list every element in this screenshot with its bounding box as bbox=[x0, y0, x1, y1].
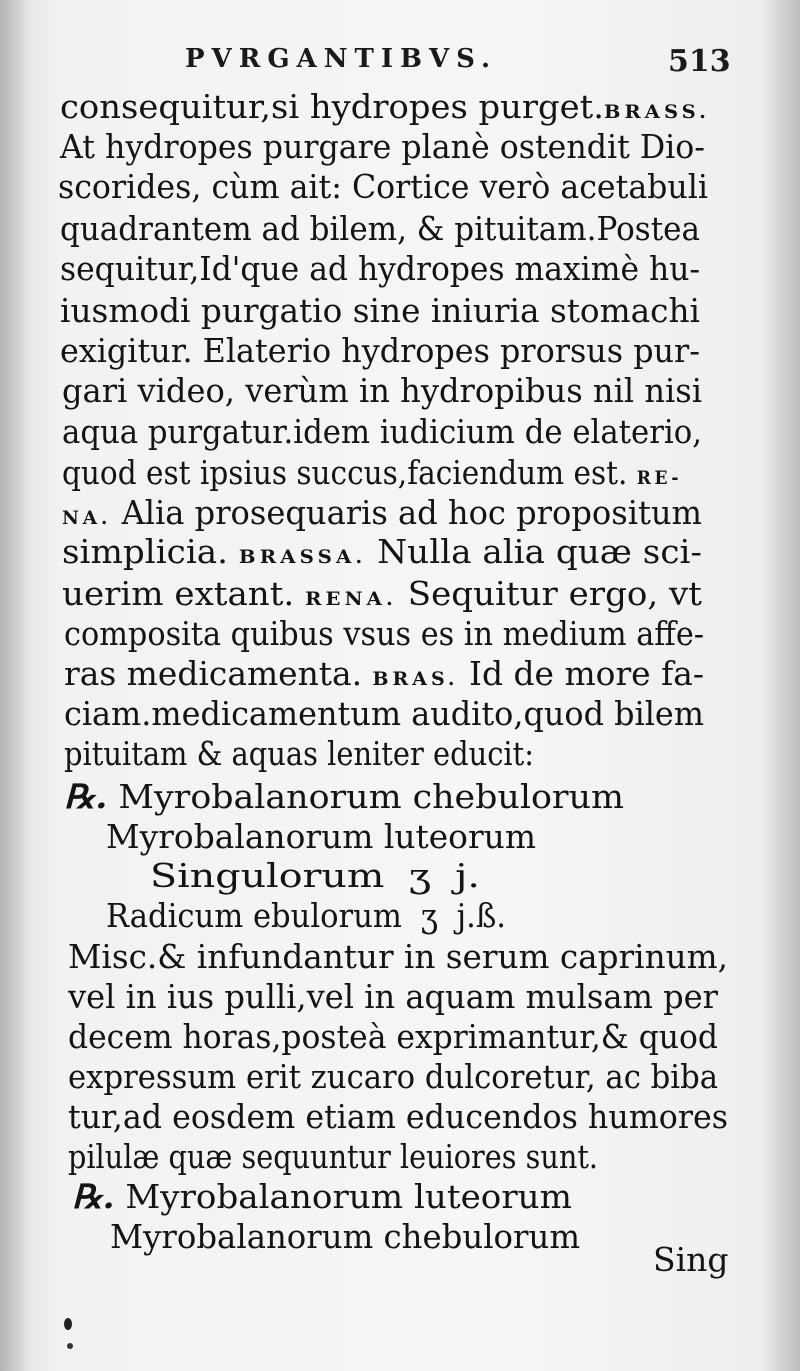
text-line bbox=[60, 210, 700, 248]
text-line bbox=[64, 695, 704, 733]
text-run: At hydropes purgare planè ostendit Dio- bbox=[60, 127, 705, 166]
running-head bbox=[0, 38, 800, 78]
ink-speck bbox=[64, 1318, 72, 1330]
text-line bbox=[64, 655, 704, 698]
text-line bbox=[64, 615, 704, 653]
text-line bbox=[62, 372, 702, 410]
text-run: tur,ad eosdem etiam educendos humores bbox=[68, 1097, 728, 1136]
text-run: Singulorum bbox=[150, 856, 398, 895]
text-run: uerim extant. bbox=[62, 574, 306, 613]
speaker-name: BRASS. bbox=[603, 101, 710, 123]
text-run: Alia prosequaris ad hoc propositum bbox=[111, 493, 702, 532]
speaker-name: NA. bbox=[62, 507, 112, 529]
running-head-title: PVRGANTIBVS. bbox=[185, 44, 498, 74]
text-line bbox=[110, 1218, 580, 1256]
page-number: 513 bbox=[668, 44, 731, 79]
text-line bbox=[68, 938, 728, 976]
text-run: vel in ius pulli,vel in aquam mulsam per bbox=[68, 977, 718, 1016]
text-run: Myrobalanorum luteorum bbox=[106, 817, 536, 856]
text-run: Myrobalanorum luteorum bbox=[114, 1177, 573, 1216]
text-line bbox=[62, 575, 702, 618]
text-run: gari video, verùm in hydropibus nil nisi bbox=[62, 371, 702, 410]
text-line bbox=[60, 128, 705, 166]
text-line bbox=[106, 897, 506, 935]
recipe-sign: ℞. bbox=[72, 1177, 115, 1216]
catchword: Sing bbox=[653, 1240, 729, 1279]
text-line bbox=[60, 250, 700, 288]
text-run: ciam.medicamentum audito,quod bilem bbox=[64, 694, 704, 733]
text-line bbox=[68, 1138, 598, 1176]
dram-symbol: ʒ bbox=[408, 856, 431, 895]
text-run: scorides, cùm ait: Cortice verò acetabuli bbox=[58, 167, 708, 206]
speaker-name: RE- bbox=[636, 467, 682, 489]
text-run: composita quibus vsus es in medium affe- bbox=[64, 614, 704, 653]
text-run: quod est ipsius succus,faciendum est. bbox=[62, 453, 637, 492]
text-run: j. bbox=[442, 856, 480, 895]
text-run: expressum erit zucaro dulcoretur, ac biba bbox=[68, 1057, 718, 1096]
text-line bbox=[68, 1018, 718, 1056]
text-run: Id de more fa- bbox=[458, 654, 704, 693]
text-run: Sequitur ergo, vt bbox=[396, 574, 702, 613]
text-run: consequitur,si hydropes purget. bbox=[60, 87, 604, 126]
text-run: Myrobalanorum chebulorum bbox=[107, 777, 625, 816]
text-line bbox=[60, 88, 710, 131]
text-line bbox=[150, 857, 480, 895]
text-line bbox=[62, 494, 702, 537]
text-run: exigitur. Elaterio hydropes prorsus pur- bbox=[60, 331, 700, 370]
text-run: aqua purgatur.idem iudicium de elaterio, bbox=[62, 412, 702, 451]
text-line bbox=[68, 1098, 728, 1136]
speaker-name: BRAS. bbox=[372, 668, 459, 690]
text-run: Myrobalanorum chebulorum bbox=[110, 1217, 580, 1256]
text-run: quadrantem ad bilem, & pituitam.Postea bbox=[60, 209, 700, 248]
text-run: Nulla alia quæ sci- bbox=[366, 532, 702, 571]
text-line bbox=[60, 332, 700, 370]
text-run: simplicia. bbox=[62, 532, 239, 571]
speaker-name: RENA. bbox=[305, 588, 397, 610]
text-run: pituitam & aquas leniter educit: bbox=[64, 734, 534, 773]
text-run: Misc.& infundantur in serum caprinum, bbox=[68, 937, 728, 976]
speaker-name: BRASSA. bbox=[238, 546, 367, 568]
text-line bbox=[64, 735, 534, 773]
text-line bbox=[64, 778, 624, 816]
recipe-sign: ℞. bbox=[64, 777, 108, 816]
text-line bbox=[62, 533, 702, 576]
text-line bbox=[106, 818, 536, 856]
text-run: decem horas,posteà exprimantur,& quod bbox=[68, 1017, 718, 1056]
dram-symbol: ʒ bbox=[420, 896, 438, 935]
text-line bbox=[62, 413, 702, 451]
text-line bbox=[62, 454, 682, 497]
text-run: Radicum ebulorum bbox=[106, 896, 412, 935]
text-line bbox=[72, 1178, 572, 1216]
text-line bbox=[68, 1058, 718, 1096]
text-line bbox=[68, 978, 718, 1016]
text-run: j.ß. bbox=[446, 896, 506, 935]
ink-speck bbox=[67, 1343, 73, 1349]
text-run: sequitur,Id'que ad hydropes maximè hu- bbox=[60, 249, 700, 288]
text-run: iusmodi purgatio sine iniuria stomachi bbox=[60, 291, 700, 330]
text-run: ras medicamenta. bbox=[64, 654, 373, 693]
text-line bbox=[58, 168, 708, 206]
text-line bbox=[60, 292, 700, 330]
text-run: pilulæ quæ sequuntur leuiores sunt. bbox=[68, 1137, 598, 1176]
